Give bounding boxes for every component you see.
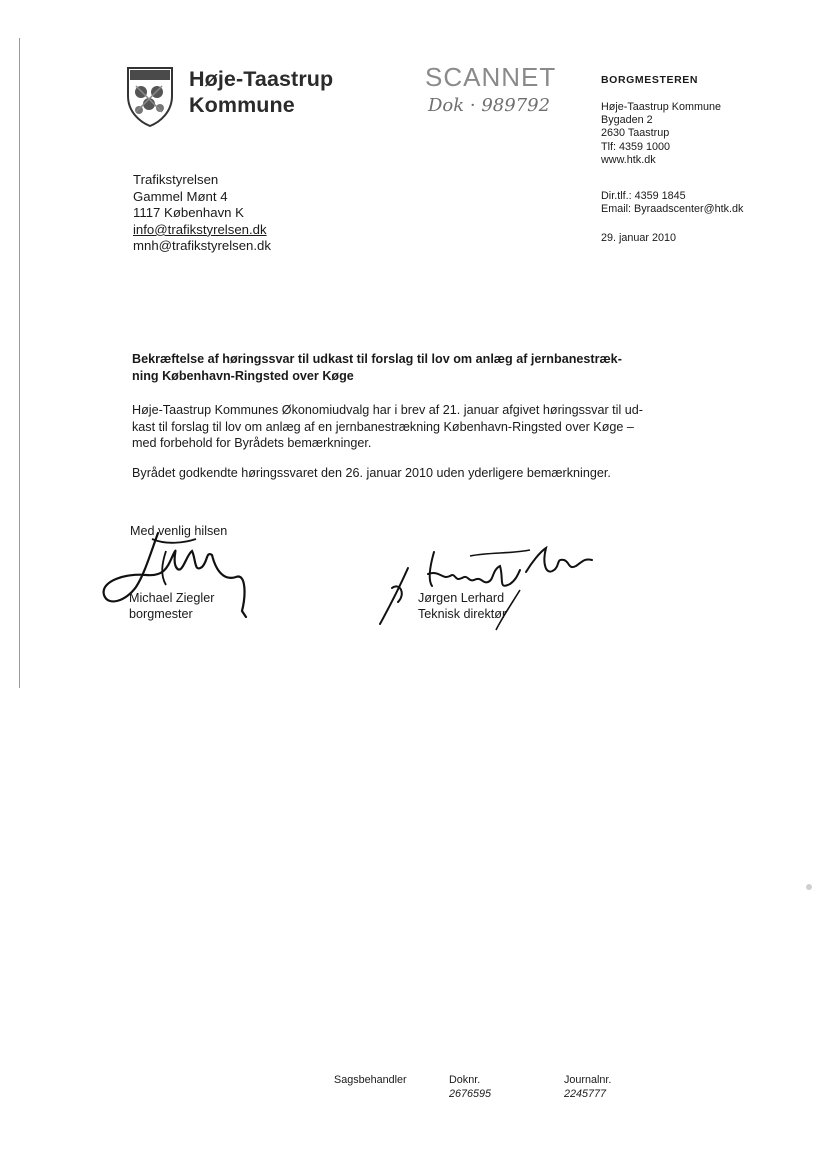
letter-date: 29. januar 2010 (601, 232, 677, 244)
sender-address-line: Bygaden 2 (601, 114, 653, 127)
signatory-2-name: Jørgen Lerhard (418, 591, 505, 605)
body-paragraph-2: Byrådet godkendte høringssvaret den 26. januar 2010 uden yderligere bemærkninger. (132, 466, 611, 480)
sender-address-line: Høje-Taastrup Kommune (601, 101, 722, 113)
body-line: kast til forslag til lov om anlæg af en jernbanestrækning København-Ringsted over Køge – (132, 419, 634, 434)
subject-line: Bekræftelse af høringssvar til udkast til forslag til lov om anlæg af jernbanestræk- (132, 352, 622, 366)
org-name-line1: Høje-Taastrup (189, 67, 334, 91)
subject-line: ning København-Ringsted over Køge (132, 368, 354, 383)
body-paragraph-1 (132, 402, 732, 452)
scan-stamp: SCANNET (425, 62, 557, 92)
signatory-2 (418, 590, 506, 622)
footer-journal-value: 2245777 (564, 1088, 607, 1100)
scan-stamp-doc-number: Dok · 989792 (428, 95, 551, 116)
sender-website: www.htk.dk (601, 153, 656, 166)
sender-email: Email: Byraadscenter@htk.dk (601, 203, 744, 216)
recipient-street: Gammel Mønt 4 (133, 188, 228, 204)
municipal-crest-icon (126, 66, 174, 128)
signatory-1-name: Michael Ziegler (129, 591, 215, 605)
body-line: Høje-Taastrup Kommunes Økonomiudvalg har i brev af 21. januar afgivet høringssvar til ud- (132, 403, 643, 417)
footer-journal-number (564, 1073, 611, 1101)
recipient-name: Trafikstyrelsen (133, 172, 219, 187)
sender-contact (601, 190, 743, 216)
recipient-email: mnh@trafikstyrelsen.dk (133, 238, 271, 254)
recipient-email-link[interactable]: info@trafikstyrelsen.dk (133, 221, 267, 237)
footer-doc-number (449, 1073, 491, 1101)
org-name (189, 66, 333, 118)
footer-doc-value: 2676595 (449, 1088, 492, 1100)
sender-address (601, 101, 721, 167)
footer-handler (334, 1073, 407, 1087)
scan-artifact (806, 884, 812, 890)
org-name-line2: Kommune (189, 93, 295, 117)
closing-greeting: Med venlig hilsen (130, 524, 228, 538)
sender-title: BORGMESTEREN (601, 74, 699, 86)
recipient-city: 1117 København K (133, 205, 244, 221)
sender-phone: Tlf: 4359 1000 (601, 140, 671, 153)
signatory-2-role: Teknisk direktør (418, 607, 507, 621)
letter-subject (132, 351, 732, 384)
signatory-1-role: borgmester (129, 607, 193, 621)
footer-handler-label: Sagsbehandler (334, 1074, 407, 1086)
signatory-1 (129, 590, 214, 622)
footer-doc-label: Doknr. (449, 1074, 481, 1086)
body-line: med forbehold for Byrådets bemærkninger. (132, 436, 372, 450)
footer-journal-label: Journalnr. (564, 1074, 612, 1086)
recipient-address (133, 172, 271, 255)
sender-direct-phone: Dir.tlf.: 4359 1845 (601, 190, 686, 202)
sender-address-line: 2630 Taastrup (601, 127, 670, 140)
scan-margin-line (19, 38, 20, 688)
